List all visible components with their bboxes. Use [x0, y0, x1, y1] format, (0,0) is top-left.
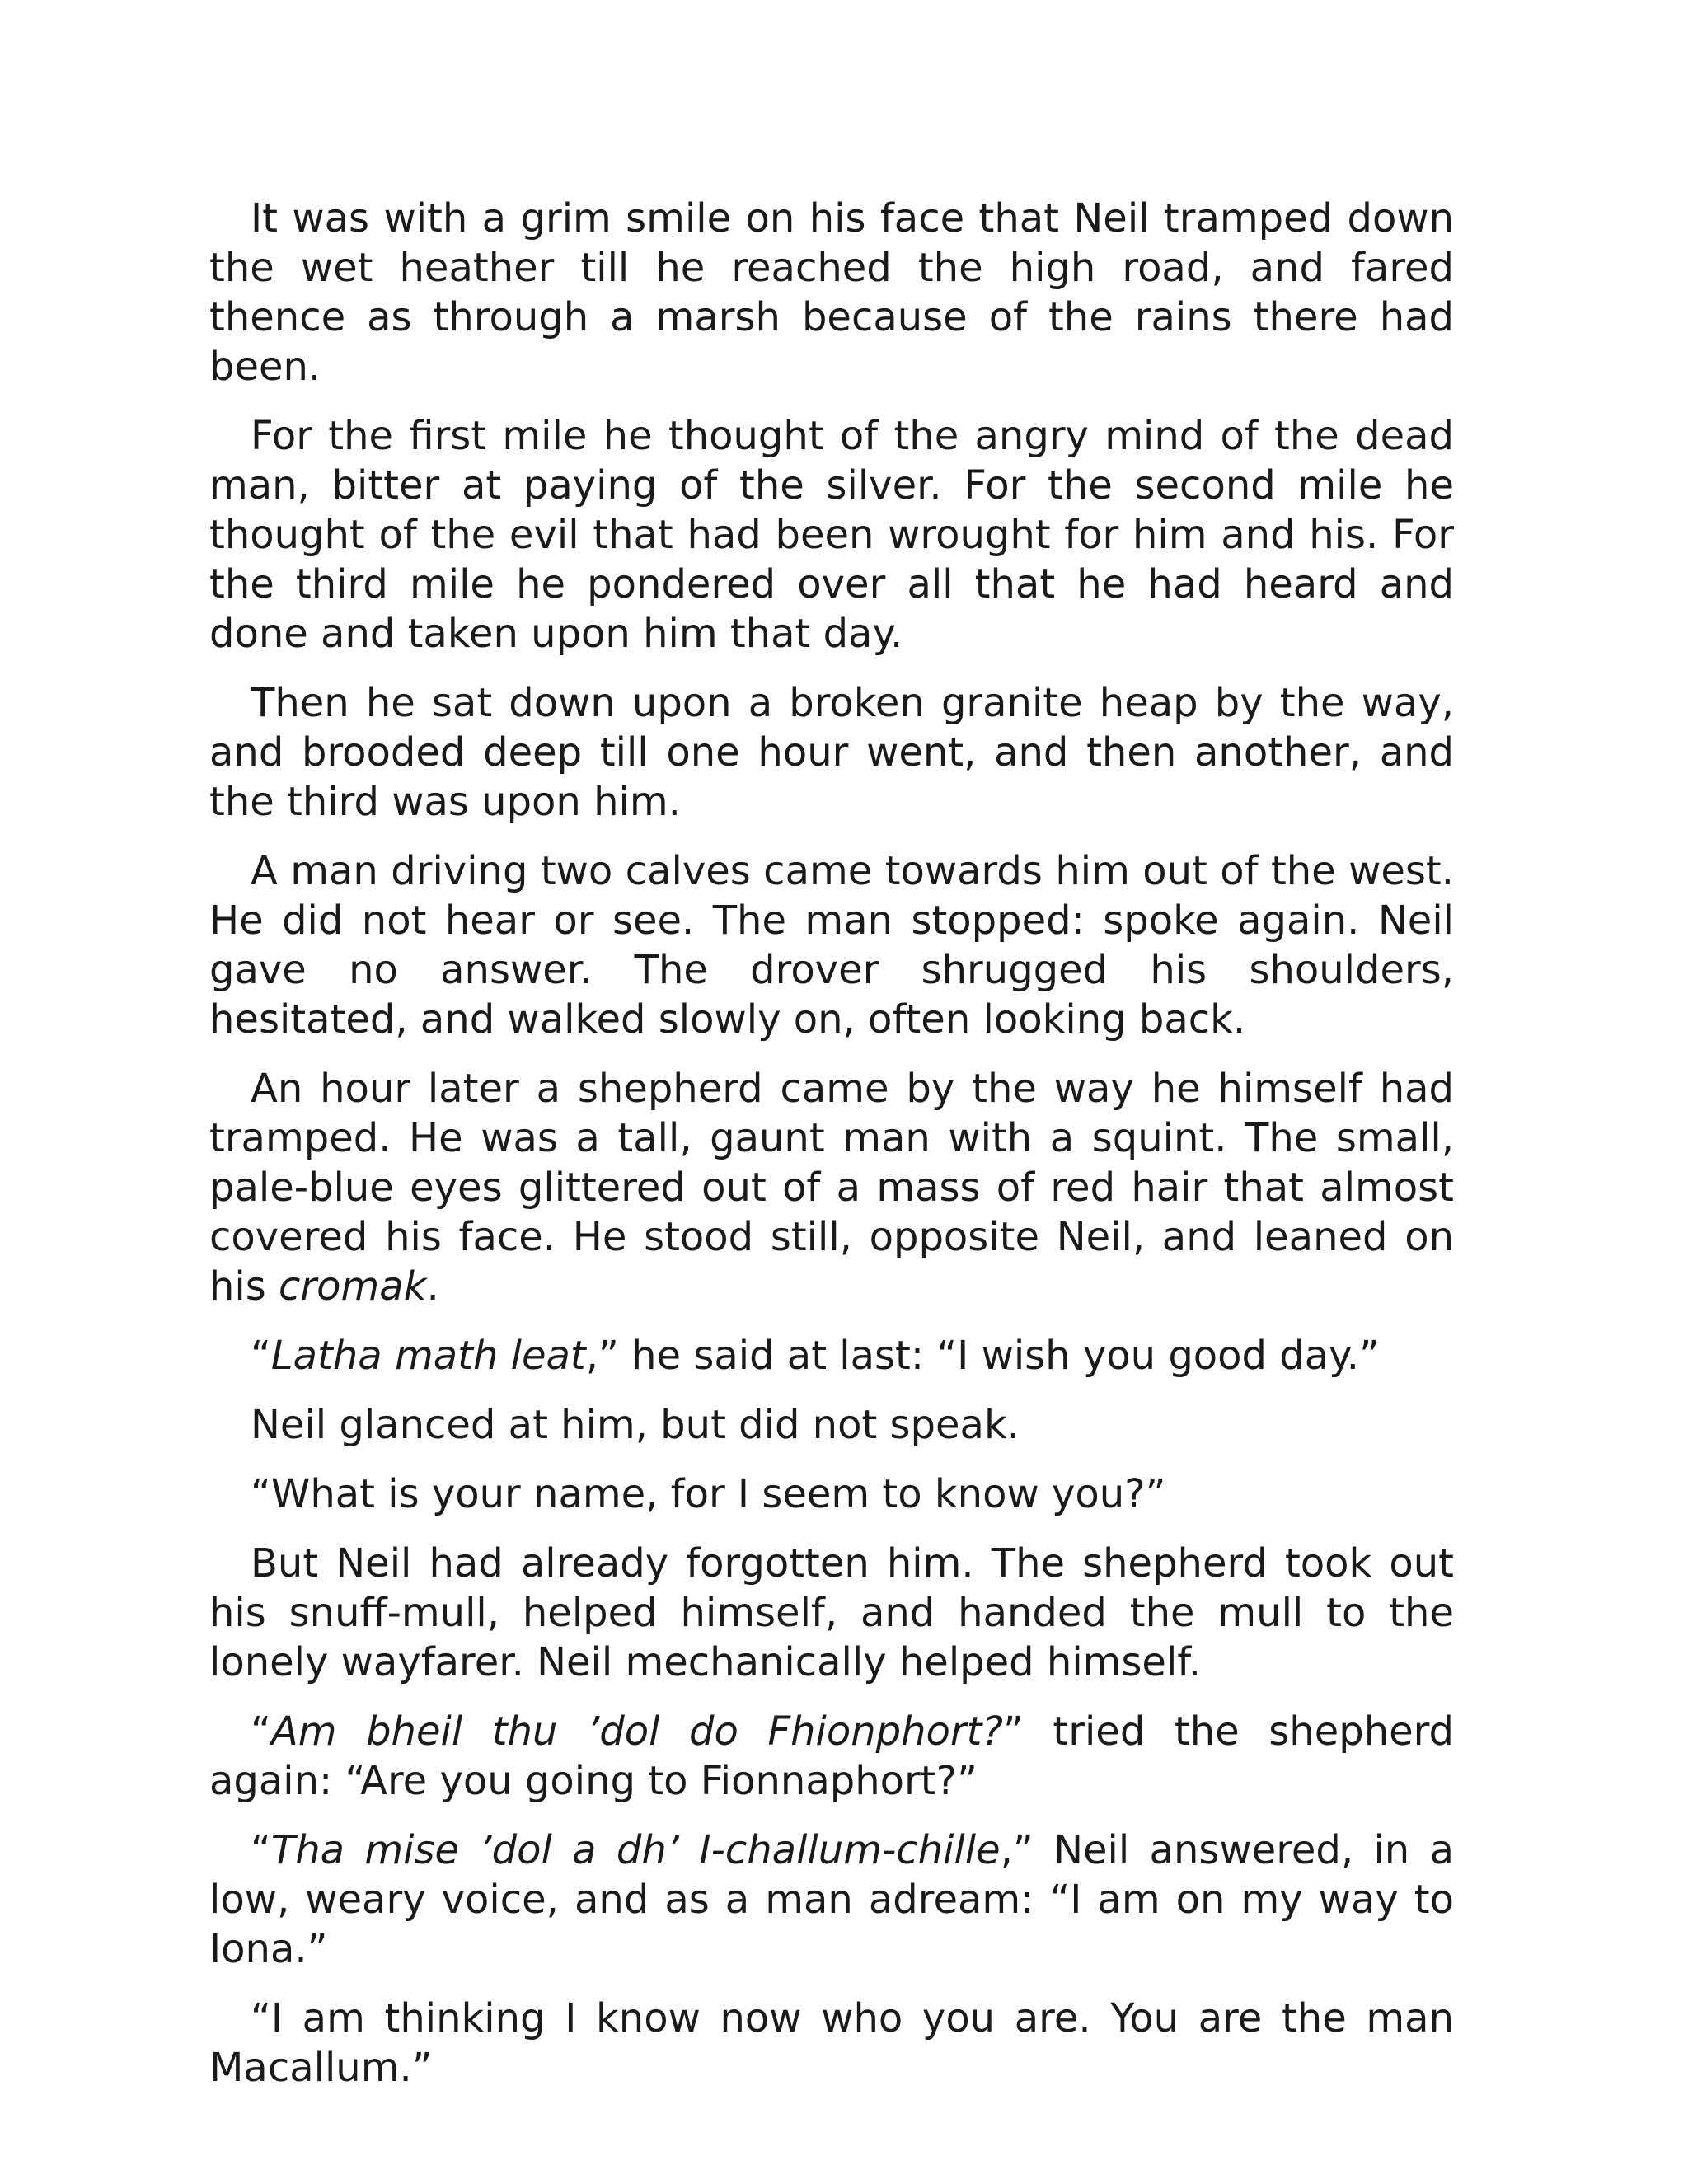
paragraph-2: [209, 411, 1454, 658]
italic-gaelic-phrase: Am bheil thu ’dol do Fhionphort?: [270, 1708, 1003, 1755]
italic-gaelic-phrase: Tha mise ’dol a dh’ I-challum-chille: [270, 1827, 1001, 1873]
paragraph-3: [209, 678, 1454, 827]
italic-gaelic-phrase: Latha math leat: [270, 1333, 586, 1379]
paragraph-11: [209, 1825, 1454, 1974]
text-run: Neil glanced at him, but did not speak.: [251, 1402, 1020, 1448]
paragraph-9: [209, 1539, 1454, 1687]
text-run: “: [251, 1333, 271, 1379]
text-run: “I am thinking I know now who you are. You are the man Macallum.”: [209, 1995, 1454, 2091]
italic-word: cromak: [279, 1263, 427, 1310]
paragraph-8: [209, 1469, 1454, 1519]
text-run: ,” Neil answered, in a low, weary voice, and as a man adream: “I am on my way to Iona.”: [209, 1827, 1454, 1972]
paragraph-12: [209, 1994, 1454, 2093]
paragraph-10: [209, 1707, 1454, 1806]
text-run: Then he sat down upon a broken granite heap by the way, and brooded deep till one hour went, and then another, and the third was upon him.: [209, 680, 1454, 825]
text-run: ” tried the shepherd again: “Are you going to Fionnaphort?”: [209, 1708, 1455, 1804]
paragraph-4: [209, 846, 1454, 1044]
text-run: An hour later a shepherd came by the way he himself had tramped. He was a tall, gaunt man with a squint. The small, pale-blue eyes glittered out of a mass of red hair that almost covered his face. He stood still, opposite Neil, and leaned on his: [209, 1066, 1454, 1310]
text-run: A man driving two calves came towards him out of the west. He did not hear or see. The man stopped: spoke again. Neil gave no answer. The drover shrugged his shoulders, hesitated, and walked slowly on, often looking back.: [209, 848, 1454, 1043]
text-run: “: [251, 1827, 271, 1873]
paragraph-6: [209, 1331, 1454, 1380]
text-run: “What is your name, for I seem to know you?”: [251, 1471, 1166, 1517]
text-run: But Neil had already forgotten him. The shepherd took out his snuff-mull, helped himself, and handed the mull to the lonely wayfarer. Neil mechanically helped himself.: [209, 1540, 1454, 1685]
text-run: .: [426, 1263, 439, 1310]
text-run: For the first mile he thought of the angry mind of the dead man, bitter at paying of the silver. For the second mile he thought of the evil that had been wrought for him and his. For the third mile he pondered over all that he had heard and done and taken upon him that day.: [209, 413, 1454, 657]
paragraph-1: [209, 194, 1454, 391]
text-run: “: [251, 1708, 271, 1755]
text-run: It was with a grim smile on his face that Neil tramped down the wet heather till he reached the high road, and fared thence as through a marsh because of the rains there had been.: [209, 195, 1454, 390]
text-run: ,” he said at last: “I wish you good day.”: [585, 1333, 1380, 1379]
paragraph-5: [209, 1064, 1454, 1311]
paragraph-7: [209, 1400, 1454, 1450]
page-body: [209, 194, 1454, 2112]
